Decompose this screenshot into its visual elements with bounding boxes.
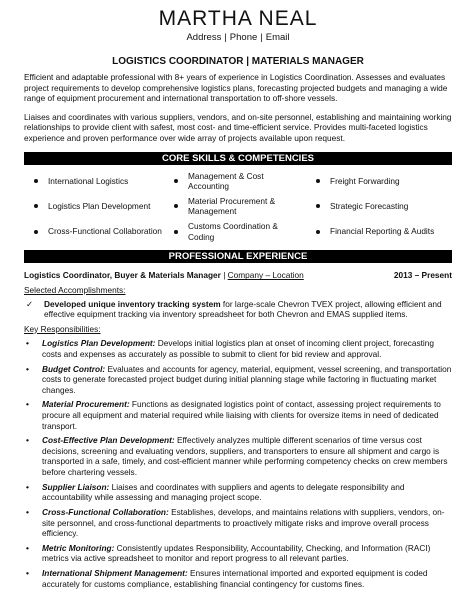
candidate-name: MARTHA NEAL	[158, 7, 318, 30]
responsibility-lead: Logistics Plan Development:	[42, 338, 156, 349]
bullet-icon	[34, 230, 38, 234]
resume-headline: LOGISTICS COORDINATOR | MATERIALS MANAGER	[112, 56, 364, 67]
responsibility-item	[24, 482, 452, 503]
responsibility-item	[24, 399, 452, 431]
responsibility-lead: Budget Control:	[42, 363, 106, 374]
skill-item	[164, 221, 306, 242]
skill-label: Customs Coordination & Coding	[188, 221, 278, 242]
job-title: Logistics Coordinator, Buyer & Materials Manager	[24, 270, 221, 281]
bullet-icon	[316, 179, 320, 183]
skill-label: Management & Cost Accounting	[188, 170, 264, 192]
responsibility-item	[24, 435, 452, 477]
bullet-icon	[316, 204, 320, 208]
skill-label: Material Procurement & Management	[188, 195, 276, 217]
responsibility-text: Effectively analyzes multiple different scenarios of time versus cost decisions, screening and evaluating vendors, suppliers, and transporters to ensure all shipment and cargo is transported in a safe, timely, and cost-efficient manner while performing competency checks on crew members before chartering vessels.	[42, 435, 448, 478]
accomplishment-text	[44, 299, 452, 320]
responsibility-text: Ensures international imported and exported equipment is coded accurately for customs compliance, establishing financial contingency for customs fines.	[42, 567, 428, 589]
responsibility-lead: Cross-Functional Collaboration:	[42, 506, 169, 517]
responsibility-lead: Cost-Effective Plan Development:	[42, 435, 175, 446]
responsibility-item	[24, 568, 452, 589]
bullet-icon: •	[26, 506, 29, 517]
job-header	[24, 270, 452, 281]
responsibility-item	[24, 543, 452, 564]
bullet-icon: •	[26, 435, 29, 446]
summary-paragraph-1: Efficient and adaptable professional with 8+ years of experience in Logistics Coordination. Assesses and evaluates project requirements to develop comprehensive logistics plans, forecasting projected budgets and managing a wide range of equipment procurement and international transportation to off-shore vessels.	[24, 72, 448, 104]
contact-address: Address	[186, 32, 222, 43]
job-company: Company – Location	[227, 270, 304, 281]
responsibility-text: Establishes, develops, and maintains relations with suppliers, vendors, on-site personnel, and cross-functional departments to proactively mitigate risks and improve overall process efficiency.	[42, 506, 445, 539]
skill-item	[306, 196, 452, 217]
job-title-line	[24, 270, 304, 281]
skill-item	[164, 196, 306, 217]
accomplishment-lead: Developed unique inventory tracking system	[44, 298, 221, 309]
responsibility-lead: Supplier Liaison:	[42, 481, 110, 492]
skills-grid	[24, 171, 452, 243]
contact-separator: |	[224, 32, 227, 43]
skill-item	[164, 171, 306, 192]
responsibility-item	[24, 507, 452, 539]
responsibility-text: Evaluates and accounts for agency, material, equipment, vessel screening, and transportation costs to generate forecasted project budget during initial planning stage while factoring in fluctuating market changes.	[42, 363, 452, 395]
bullet-icon	[174, 230, 178, 234]
responsibility-text: Consistently updates Responsibility, Accountability, Checking, and Information (RACI) metrics via active spreadsheet to monitor and report progress to all relevant parties.	[42, 542, 431, 564]
contact-phone: Phone	[229, 32, 258, 43]
checkmark-icon: ✓	[26, 298, 33, 309]
skill-label: Strategic Forecasting	[330, 201, 409, 212]
skill-item	[24, 171, 164, 192]
bullet-icon	[174, 179, 178, 183]
contact-email: Email	[265, 32, 290, 43]
responsibility-lead: Material Procurement:	[42, 399, 130, 410]
bullet-icon: •	[26, 338, 29, 349]
bullet-icon	[174, 204, 178, 208]
responsibility-item	[24, 338, 452, 359]
job-separator: |	[223, 270, 226, 281]
skill-label: International Logistics	[48, 175, 129, 186]
skill-label: Financial Reporting & Audits	[330, 226, 435, 237]
responsibility-lead: Metric Monitoring:	[42, 542, 115, 553]
accomplishments-heading: Selected Accomplishments:	[24, 284, 126, 295]
contact-separator: |	[260, 32, 263, 43]
bullet-icon: •	[26, 481, 29, 492]
responsibility-item	[24, 364, 452, 396]
skill-item	[24, 196, 164, 217]
bullet-icon	[316, 230, 320, 234]
bullet-icon: •	[26, 363, 29, 374]
bullet-icon: •	[26, 567, 29, 578]
bullet-icon: •	[26, 542, 29, 553]
responsibilities-heading: Key Responsibilities:	[24, 323, 101, 334]
skill-label: Logistics Plan Development	[48, 201, 151, 212]
accomplishment-detail: for large-scale Chevron TVEX project, allowing efficient and effective equipment tracking via inventory spreadsheet for both Chevron and EMAS supplied items.	[44, 298, 442, 320]
responsibilities-list	[24, 338, 452, 589]
skill-item	[306, 171, 452, 192]
skill-item	[306, 221, 452, 242]
skill-item	[24, 221, 164, 242]
responsibility-text: Functions as designated logistics point of contact, assessing project requirements to procure all equipment and material required while liaising with clients for oversize items in need of dedicated transport.	[42, 399, 441, 431]
bullet-icon	[34, 179, 38, 183]
bullet-icon	[34, 204, 38, 208]
responsibility-text: Liaises and coordinates with suppliers and agents to delegate responsibility and accountability while assessing and managing project scope.	[42, 481, 405, 503]
bullet-icon: •	[26, 399, 29, 410]
skills-heading: CORE SKILLS & COMPETENCIES	[24, 152, 452, 165]
accomplishment-item	[24, 299, 452, 320]
experience-heading: PROFESSIONAL EXPERIENCE	[24, 250, 452, 263]
job-dates: 2013 – Present	[393, 270, 452, 281]
responsibility-text: Develops initial logistics plan at onset of incoming client project, forecasting costs and expenses as accurately as possible to submit to client for bid review and approval.	[42, 338, 434, 359]
responsibility-lead: International Shipment Management:	[42, 567, 188, 578]
contact-line	[24, 32, 452, 44]
summary-paragraph-2: Liaises and coordinates with various suppliers, vendors, and on-site personnel, establishing and maintaining working relationships to provide client with safest, most cost- and time-efficient service. Provides multi-faceted logistics experience and proven performance over wide array of projects available upon request.	[24, 111, 452, 144]
skill-label: Freight Forwarding	[330, 175, 400, 186]
skill-label: Cross-Functional Collaboration	[48, 226, 162, 237]
